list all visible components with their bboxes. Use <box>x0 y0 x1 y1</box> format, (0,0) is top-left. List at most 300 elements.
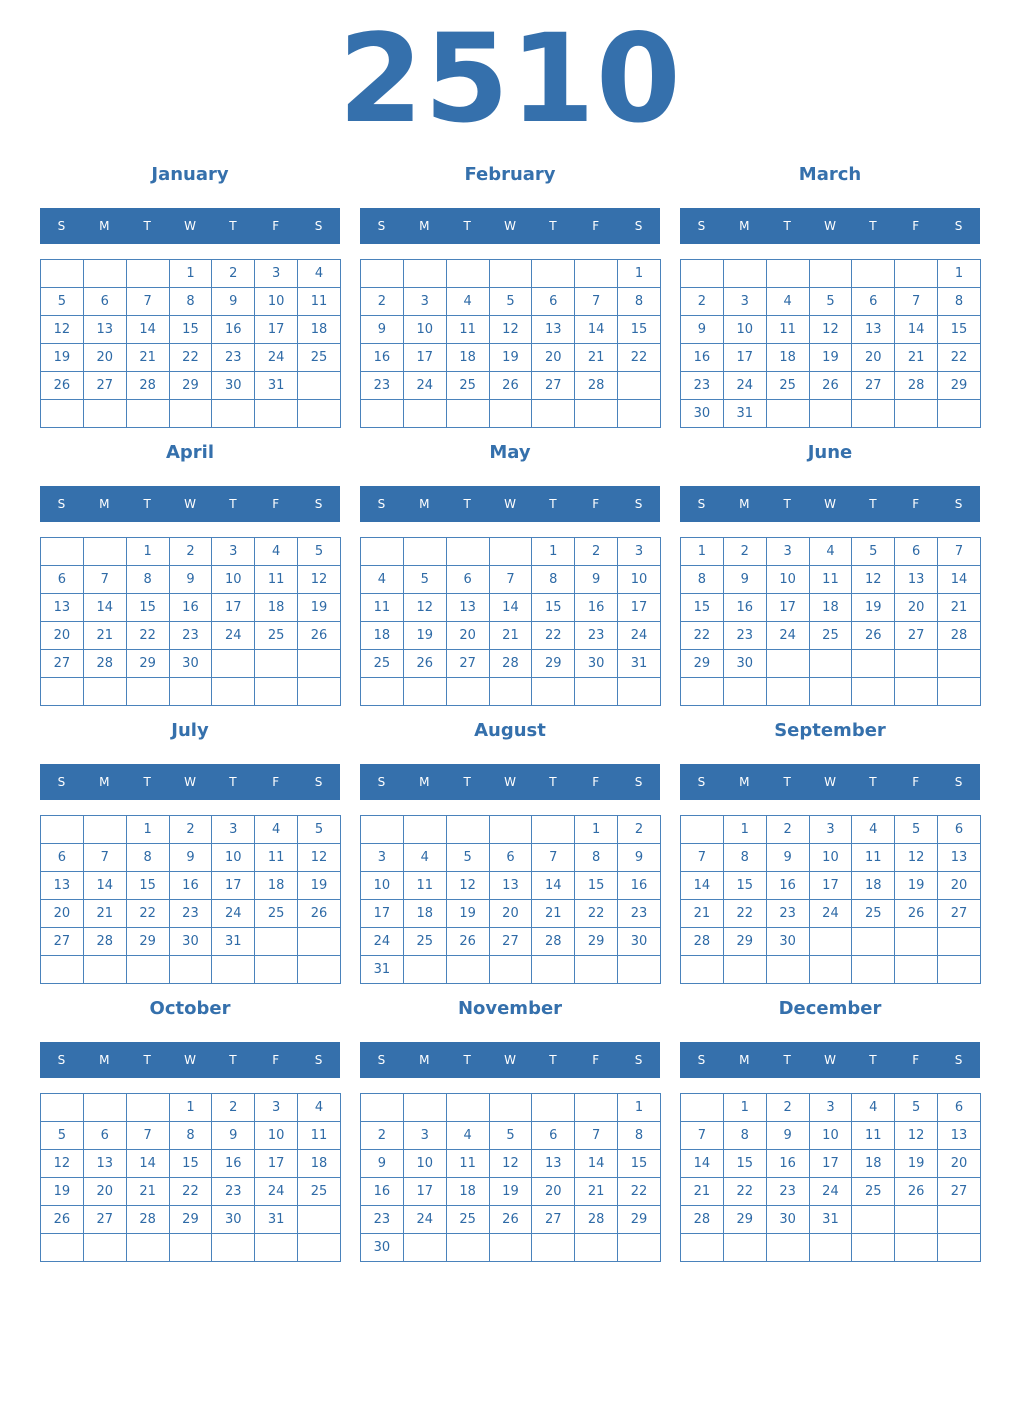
empty-day-cell <box>41 260 84 288</box>
day-cell: 30 <box>575 650 618 678</box>
day-cell: 28 <box>126 372 169 400</box>
day-cell: 24 <box>212 622 255 650</box>
day-cell: 2 <box>169 538 212 566</box>
empty-day-cell <box>489 260 532 288</box>
day-cell: 8 <box>126 844 169 872</box>
empty-day-cell <box>532 400 575 428</box>
day-cell: 10 <box>403 1150 446 1178</box>
day-cell: 21 <box>895 344 938 372</box>
empty-day-cell <box>489 400 532 428</box>
weekday-label: W <box>184 497 196 511</box>
empty-day-cell <box>361 260 404 288</box>
day-cell: 8 <box>575 844 618 872</box>
week-row <box>41 1150 341 1178</box>
week-row <box>681 372 981 400</box>
weekday-label: M <box>99 219 110 233</box>
day-cell: 2 <box>681 288 724 316</box>
day-cell: 1 <box>618 1094 661 1122</box>
day-cell: 19 <box>41 1178 84 1206</box>
empty-day-cell <box>575 400 618 428</box>
week-row <box>681 816 981 844</box>
week-row <box>361 538 661 566</box>
weekday-label: S <box>314 1053 323 1067</box>
week-row <box>681 872 981 900</box>
weekday-header <box>40 486 340 522</box>
day-cell: 12 <box>298 566 341 594</box>
week-row <box>361 1234 661 1262</box>
day-cell: 9 <box>212 1122 255 1150</box>
day-cell: 26 <box>809 372 852 400</box>
empty-day-cell <box>489 816 532 844</box>
day-cell: 5 <box>298 538 341 566</box>
weekday-label: F <box>912 497 920 511</box>
week-row <box>681 1150 981 1178</box>
week-row <box>361 872 661 900</box>
day-cell: 15 <box>618 316 661 344</box>
empty-day-cell <box>446 816 489 844</box>
day-cell: 19 <box>489 344 532 372</box>
empty-day-cell <box>41 956 84 984</box>
empty-day-cell <box>361 678 404 706</box>
empty-day-cell <box>298 400 341 428</box>
empty-day-cell <box>212 650 255 678</box>
weekday-label: S <box>697 219 706 233</box>
day-cell: 2 <box>361 1122 404 1150</box>
day-cell: 30 <box>681 400 724 428</box>
week-row <box>41 260 341 288</box>
week-row <box>681 678 981 706</box>
empty-day-cell <box>809 260 852 288</box>
empty-day-cell <box>361 400 404 428</box>
weekday-label: T <box>869 1053 877 1067</box>
weekday-label: T <box>783 497 791 511</box>
day-cell: 31 <box>255 372 298 400</box>
day-cell: 30 <box>723 650 766 678</box>
day-cell: 22 <box>618 344 661 372</box>
empty-day-cell <box>809 928 852 956</box>
day-cell: 10 <box>618 566 661 594</box>
empty-day-cell <box>532 678 575 706</box>
week-row <box>681 956 981 984</box>
weekday-label: T <box>229 775 237 789</box>
day-cell: 22 <box>575 900 618 928</box>
weekday-label: W <box>824 1053 836 1067</box>
day-cell: 26 <box>489 372 532 400</box>
empty-day-cell <box>938 1234 981 1262</box>
day-cell: 13 <box>938 844 981 872</box>
empty-day-cell <box>532 1094 575 1122</box>
empty-day-cell <box>575 956 618 984</box>
weekday-label: W <box>504 497 516 511</box>
weekday-label: T <box>143 219 151 233</box>
weekday-label: F <box>592 219 600 233</box>
day-cell: 16 <box>681 344 724 372</box>
weekday-label: T <box>143 497 151 511</box>
empty-day-cell <box>403 260 446 288</box>
week-row <box>41 650 341 678</box>
empty-day-cell <box>255 956 298 984</box>
day-cell: 25 <box>255 900 298 928</box>
day-cell: 10 <box>212 566 255 594</box>
day-cell: 13 <box>532 1150 575 1178</box>
weekday-label: W <box>824 219 836 233</box>
day-cell: 1 <box>681 538 724 566</box>
weekday-label: S <box>634 497 643 511</box>
week-row <box>681 900 981 928</box>
day-cell: 10 <box>809 844 852 872</box>
week-row <box>41 1206 341 1234</box>
week-row <box>41 594 341 622</box>
day-cell: 14 <box>83 594 126 622</box>
weekday-label: S <box>377 775 386 789</box>
day-cell: 18 <box>446 344 489 372</box>
empty-day-cell <box>723 956 766 984</box>
weekday-label: W <box>184 1053 196 1067</box>
day-cell: 7 <box>681 1122 724 1150</box>
day-cell: 9 <box>766 1122 809 1150</box>
day-cell: 17 <box>766 594 809 622</box>
weekday-label: S <box>377 1053 386 1067</box>
day-cell: 16 <box>575 594 618 622</box>
day-cell: 16 <box>212 316 255 344</box>
empty-day-cell <box>255 678 298 706</box>
day-cell: 20 <box>532 1178 575 1206</box>
week-row <box>681 622 981 650</box>
empty-day-cell <box>83 956 126 984</box>
day-cell: 8 <box>532 566 575 594</box>
empty-day-cell <box>852 400 895 428</box>
day-cell: 8 <box>681 566 724 594</box>
day-cell: 13 <box>489 872 532 900</box>
day-cell: 21 <box>532 900 575 928</box>
day-cell: 3 <box>212 538 255 566</box>
day-grid <box>40 1093 341 1262</box>
day-cell: 12 <box>489 316 532 344</box>
day-cell: 24 <box>723 372 766 400</box>
day-cell: 11 <box>766 316 809 344</box>
day-cell: 13 <box>83 1150 126 1178</box>
weekday-label: W <box>824 775 836 789</box>
week-row <box>41 678 341 706</box>
empty-day-cell <box>723 260 766 288</box>
day-cell: 31 <box>809 1206 852 1234</box>
day-cell: 25 <box>852 1178 895 1206</box>
day-cell: 10 <box>361 872 404 900</box>
day-cell: 21 <box>83 622 126 650</box>
day-cell: 30 <box>766 928 809 956</box>
weekday-header <box>680 1042 980 1078</box>
weekday-label: S <box>954 497 963 511</box>
day-cell: 17 <box>255 1150 298 1178</box>
day-cell: 2 <box>723 538 766 566</box>
day-cell: 29 <box>723 1206 766 1234</box>
day-cell: 21 <box>83 900 126 928</box>
day-cell: 27 <box>938 900 981 928</box>
day-cell: 28 <box>532 928 575 956</box>
empty-day-cell <box>41 538 84 566</box>
day-cell: 19 <box>41 344 84 372</box>
day-cell: 25 <box>403 928 446 956</box>
day-cell: 20 <box>41 900 84 928</box>
weekday-label: W <box>504 219 516 233</box>
day-cell: 25 <box>766 372 809 400</box>
day-cell: 8 <box>126 566 169 594</box>
day-cell: 20 <box>41 622 84 650</box>
empty-day-cell <box>809 650 852 678</box>
empty-day-cell <box>766 260 809 288</box>
weekday-label: M <box>739 219 750 233</box>
day-cell: 11 <box>361 594 404 622</box>
day-cell: 27 <box>852 372 895 400</box>
empty-day-cell <box>403 400 446 428</box>
week-row <box>41 622 341 650</box>
empty-day-cell <box>83 816 126 844</box>
day-cell: 29 <box>169 1206 212 1234</box>
day-cell: 20 <box>938 1150 981 1178</box>
weekday-label: T <box>869 219 877 233</box>
day-cell: 10 <box>212 844 255 872</box>
day-cell: 30 <box>212 1206 255 1234</box>
day-cell: 5 <box>809 288 852 316</box>
weekday-label: S <box>697 497 706 511</box>
empty-day-cell <box>681 816 724 844</box>
week-row <box>681 1234 981 1262</box>
empty-day-cell <box>895 928 938 956</box>
year-title: 2510 <box>338 8 682 150</box>
day-cell: 1 <box>169 260 212 288</box>
day-cell: 6 <box>41 844 84 872</box>
day-grid <box>680 259 981 428</box>
day-cell: 24 <box>255 1178 298 1206</box>
day-cell: 23 <box>766 900 809 928</box>
weekday-label: M <box>419 497 430 511</box>
day-cell: 17 <box>618 594 661 622</box>
empty-day-cell <box>532 260 575 288</box>
empty-day-cell <box>681 1234 724 1262</box>
weekday-label: S <box>634 775 643 789</box>
empty-day-cell <box>83 538 126 566</box>
week-row <box>361 1122 661 1150</box>
day-cell: 18 <box>852 872 895 900</box>
weekday-label: T <box>869 497 877 511</box>
day-cell: 14 <box>126 1150 169 1178</box>
weekday-header <box>680 764 980 800</box>
day-cell: 24 <box>403 372 446 400</box>
empty-day-cell <box>83 1094 126 1122</box>
day-cell: 7 <box>938 538 981 566</box>
day-cell: 1 <box>723 1094 766 1122</box>
week-row <box>361 1178 661 1206</box>
empty-day-cell <box>83 1234 126 1262</box>
month-name: September <box>774 720 886 741</box>
weekday-label: T <box>549 1053 557 1067</box>
weekday-label: T <box>549 219 557 233</box>
day-cell: 7 <box>895 288 938 316</box>
weekday-label: T <box>783 775 791 789</box>
day-grid <box>360 537 661 706</box>
month-name: October <box>149 998 231 1019</box>
week-row <box>41 1178 341 1206</box>
empty-day-cell <box>255 650 298 678</box>
day-cell: 26 <box>403 650 446 678</box>
day-cell: 27 <box>938 1178 981 1206</box>
weekday-header <box>360 764 660 800</box>
weekday-label: W <box>824 497 836 511</box>
empty-day-cell <box>895 1234 938 1262</box>
weekday-label: F <box>912 1053 920 1067</box>
day-cell: 9 <box>212 288 255 316</box>
empty-day-cell <box>446 956 489 984</box>
day-cell: 29 <box>723 928 766 956</box>
empty-day-cell <box>681 678 724 706</box>
empty-day-cell <box>169 956 212 984</box>
day-grid <box>680 1093 981 1262</box>
day-cell: 4 <box>852 816 895 844</box>
day-cell: 1 <box>723 816 766 844</box>
empty-day-cell <box>212 678 255 706</box>
day-cell: 15 <box>723 872 766 900</box>
day-cell: 17 <box>809 872 852 900</box>
weekday-label: F <box>592 497 600 511</box>
day-cell: 10 <box>255 288 298 316</box>
day-cell: 22 <box>126 900 169 928</box>
week-row <box>41 1234 341 1262</box>
day-cell: 3 <box>809 816 852 844</box>
day-grid <box>360 815 661 984</box>
weekday-label: S <box>954 1053 963 1067</box>
day-cell: 19 <box>895 1150 938 1178</box>
day-cell: 25 <box>298 344 341 372</box>
weekday-label: S <box>314 775 323 789</box>
day-cell: 27 <box>489 928 532 956</box>
day-cell: 14 <box>681 1150 724 1178</box>
weekday-label: T <box>549 775 557 789</box>
day-cell: 5 <box>852 538 895 566</box>
day-cell: 25 <box>446 372 489 400</box>
day-cell: 1 <box>938 260 981 288</box>
week-row <box>361 678 661 706</box>
day-cell: 25 <box>852 900 895 928</box>
empty-day-cell <box>766 956 809 984</box>
day-cell: 3 <box>403 1122 446 1150</box>
weekday-label: S <box>377 219 386 233</box>
day-cell: 2 <box>169 816 212 844</box>
day-cell: 8 <box>618 288 661 316</box>
day-cell: 3 <box>766 538 809 566</box>
day-cell: 5 <box>403 566 446 594</box>
weekday-label: T <box>229 219 237 233</box>
day-cell: 22 <box>532 622 575 650</box>
day-cell: 23 <box>169 622 212 650</box>
empty-day-cell <box>126 678 169 706</box>
day-cell: 1 <box>169 1094 212 1122</box>
day-cell: 21 <box>489 622 532 650</box>
day-cell: 4 <box>852 1094 895 1122</box>
day-cell: 3 <box>212 816 255 844</box>
week-row <box>41 288 341 316</box>
empty-day-cell <box>766 650 809 678</box>
empty-day-cell <box>895 260 938 288</box>
day-cell: 1 <box>532 538 575 566</box>
day-cell: 11 <box>852 844 895 872</box>
empty-day-cell <box>618 956 661 984</box>
weekday-label: S <box>634 1053 643 1067</box>
empty-day-cell <box>938 928 981 956</box>
empty-day-cell <box>809 400 852 428</box>
empty-day-cell <box>895 956 938 984</box>
day-cell: 11 <box>446 316 489 344</box>
day-grid <box>40 259 341 428</box>
day-cell: 3 <box>618 538 661 566</box>
day-grid <box>360 1093 661 1262</box>
day-cell: 7 <box>83 566 126 594</box>
day-cell: 6 <box>41 566 84 594</box>
week-row <box>681 566 981 594</box>
empty-day-cell <box>489 538 532 566</box>
month-name: May <box>489 442 531 463</box>
day-cell: 26 <box>895 900 938 928</box>
empty-day-cell <box>41 678 84 706</box>
empty-day-cell <box>126 1234 169 1262</box>
week-row <box>361 594 661 622</box>
weekday-label: M <box>99 497 110 511</box>
day-cell: 25 <box>255 622 298 650</box>
empty-day-cell <box>852 678 895 706</box>
weekday-header <box>40 764 340 800</box>
empty-day-cell <box>852 1206 895 1234</box>
day-cell: 12 <box>41 316 84 344</box>
day-cell: 13 <box>41 594 84 622</box>
day-cell: 31 <box>361 956 404 984</box>
day-cell: 6 <box>83 288 126 316</box>
day-cell: 12 <box>895 844 938 872</box>
day-cell: 29 <box>575 928 618 956</box>
day-cell: 28 <box>938 622 981 650</box>
day-cell: 12 <box>809 316 852 344</box>
day-cell: 7 <box>489 566 532 594</box>
weekday-label: S <box>314 219 323 233</box>
week-row <box>361 260 661 288</box>
day-cell: 9 <box>169 566 212 594</box>
day-cell: 3 <box>723 288 766 316</box>
empty-day-cell <box>41 816 84 844</box>
day-cell: 5 <box>41 1122 84 1150</box>
empty-day-cell <box>723 1234 766 1262</box>
day-cell: 13 <box>938 1122 981 1150</box>
week-row <box>361 372 661 400</box>
empty-day-cell <box>852 928 895 956</box>
weekday-label: F <box>912 219 920 233</box>
empty-day-cell <box>361 538 404 566</box>
day-cell: 12 <box>489 1150 532 1178</box>
empty-day-cell <box>255 928 298 956</box>
weekday-header <box>40 208 340 244</box>
day-cell: 19 <box>446 900 489 928</box>
day-cell: 4 <box>255 816 298 844</box>
day-cell: 17 <box>212 872 255 900</box>
month-name: March <box>798 164 862 185</box>
empty-day-cell <box>809 956 852 984</box>
day-cell: 13 <box>83 316 126 344</box>
day-cell: 13 <box>446 594 489 622</box>
month-name: January <box>151 164 229 185</box>
week-row <box>681 594 981 622</box>
weekday-label: S <box>634 219 643 233</box>
weekday-label: F <box>592 775 600 789</box>
empty-day-cell <box>361 816 404 844</box>
month-name: November <box>457 998 563 1019</box>
empty-day-cell <box>852 1234 895 1262</box>
